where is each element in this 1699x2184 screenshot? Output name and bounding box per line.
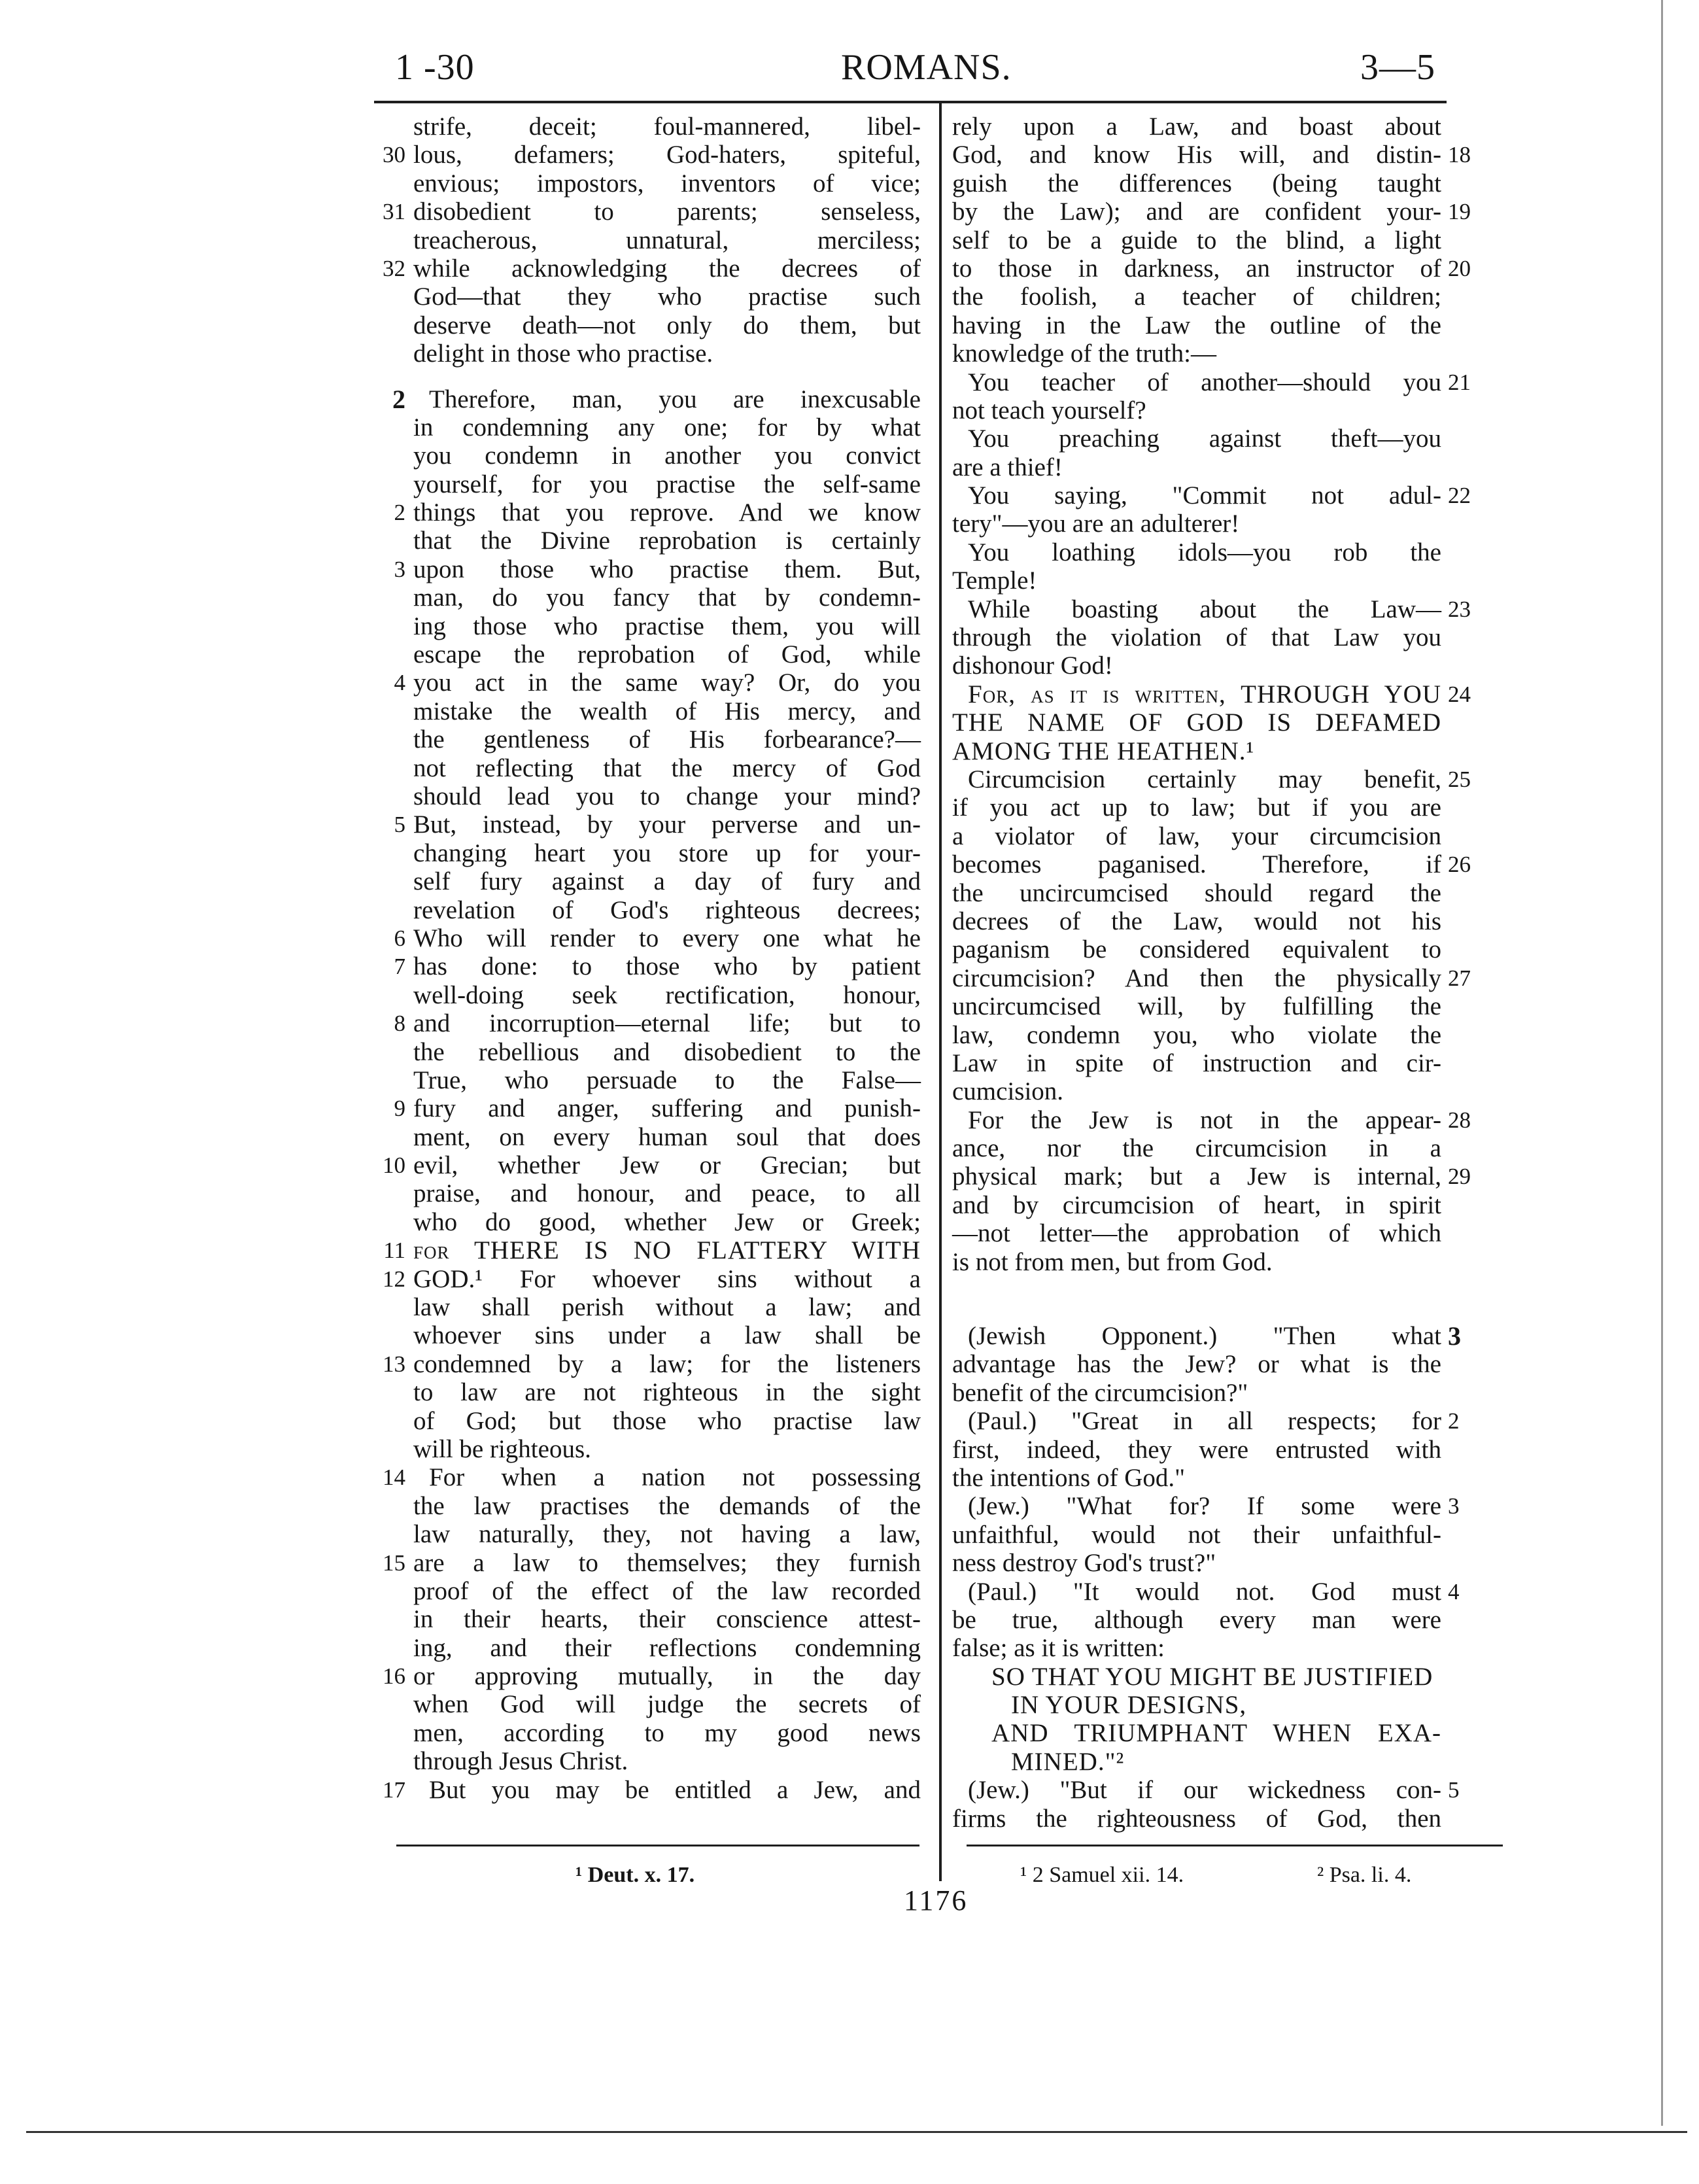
- right-column-line: [944, 1436, 1507, 1464]
- verse-text: ance, nor the circumcision in a: [952, 1134, 1441, 1163]
- left-column-line: [366, 141, 922, 169]
- verse-text: THE NAME OF GOD IS DEFAMED: [952, 708, 1441, 737]
- right-column-line: [944, 1077, 1507, 1105]
- right-column-line: [944, 566, 1507, 595]
- verse-text: —not letter—the approbation of which: [952, 1219, 1441, 1248]
- footnote-left: ¹ Deut. x. 17.: [575, 1863, 695, 1887]
- verse-text: is not from men, but from God.: [952, 1247, 1273, 1276]
- verse-text: escape the reprobation of God, while: [413, 640, 921, 669]
- verse-text: when God will judge the secrets of: [413, 1690, 921, 1719]
- left-column-line: [366, 1265, 922, 1293]
- right-column-line: [944, 1407, 1507, 1435]
- verse-text: (Jew.) "What for? If some were: [968, 1492, 1441, 1521]
- verse-text: unfaithful, would not their unfaithful-: [952, 1520, 1441, 1549]
- left-column-line: [366, 1094, 922, 1122]
- verse-text: God, and know His will, and distin-: [952, 141, 1441, 169]
- right-column-line: [944, 254, 1507, 283]
- verse-number: 15: [383, 1550, 405, 1576]
- verse-text: physical mark; but a Jew is internal,: [952, 1162, 1441, 1191]
- left-column-line: [366, 1634, 922, 1662]
- right-column-line: [944, 198, 1507, 226]
- right-column-line: [944, 1805, 1507, 1833]
- verse-text: GOD.¹ For whoever sins without a: [413, 1264, 921, 1293]
- verse-text: decrees of the Law, would not his: [952, 907, 1441, 935]
- verse-text: ness destroy God's trust?": [952, 1549, 1216, 1578]
- left-column-line: [366, 527, 922, 555]
- right-column-line: [944, 169, 1507, 198]
- left-column-line: [366, 413, 922, 442]
- left-column-line: [366, 311, 922, 339]
- column-divider: [939, 103, 942, 1881]
- right-column-line: [944, 1748, 1507, 1776]
- left-column-line: [366, 1690, 922, 1718]
- right-column-line: [944, 1691, 1507, 1719]
- verse-number: 19: [1448, 199, 1471, 225]
- left-column-line: [366, 254, 922, 283]
- verse-text: For the Jew is not in the appear-: [968, 1105, 1441, 1134]
- left-column-line: [366, 1179, 922, 1207]
- verse-text: MINED."²: [1011, 1747, 1125, 1776]
- verse-text: guish the differences (being taught: [952, 169, 1441, 198]
- verse-text: first, indeed, they were entrusted with: [952, 1435, 1441, 1464]
- right-column-line: [944, 850, 1507, 878]
- verse-text: self to be a guide to the blind, a light: [952, 226, 1441, 254]
- verse-number: 7: [394, 954, 405, 980]
- left-column-line: [366, 1123, 922, 1151]
- verse-number: 4: [1448, 1578, 1460, 1604]
- left-column-line: [366, 385, 922, 413]
- verse-text: man, do you fancy that by condemn-: [413, 583, 921, 612]
- right-column-line: [944, 453, 1507, 481]
- verse-text: True, who persuade to the False—: [413, 1066, 921, 1094]
- left-column-line: [366, 1378, 922, 1406]
- left-column-line: [366, 198, 922, 226]
- verse-text: (Paul.) "It would not. God must: [968, 1577, 1441, 1606]
- verse-text: that the Divine reprobation is certainly: [413, 527, 921, 555]
- verse-text: God—that they who practise such: [413, 283, 921, 311]
- left-column-line: [366, 754, 922, 782]
- verse-text: circumcision? And then the physically: [952, 963, 1441, 992]
- verse-text: disobedient to parents; senseless,: [413, 198, 921, 226]
- left-column-line: [366, 1038, 922, 1066]
- verse-text: condemned by a law; for the listeners: [413, 1349, 921, 1378]
- left-column-line: [366, 339, 922, 368]
- verse-text: evil, whether Jew or Grecian; but: [413, 1151, 921, 1180]
- left-column-line: [366, 839, 922, 867]
- verse-text: delight in those who practise.: [413, 339, 713, 368]
- verse-text: ing, and their reflections condemning: [413, 1633, 921, 1662]
- verse-text: not reflecting that the mercy of God: [413, 754, 921, 782]
- verse-text: But you may be entitled a Jew, and: [429, 1775, 921, 1804]
- header-book-title: ROMANS.: [841, 47, 1012, 88]
- footnote-right-1: ¹ 2 Samuel xii. 14.: [1020, 1863, 1184, 1887]
- verse-text: AND TRIUMPHANT WHEN EXA-: [991, 1719, 1441, 1748]
- verse-number: 12: [383, 1266, 405, 1292]
- right-column-line: [944, 1379, 1507, 1407]
- right-column-line: [944, 339, 1507, 368]
- verse-number: 4: [394, 670, 405, 696]
- verse-number: 3: [394, 556, 405, 582]
- left-column-line: [366, 1662, 922, 1690]
- verse-text: has done: to those who by patient: [413, 952, 921, 981]
- right-column-line: [944, 481, 1507, 510]
- verse-text: self fury against a day of fury and: [413, 867, 921, 896]
- verse-text: ing those who practise them, you will: [413, 612, 921, 640]
- verse-text: law shall perish without a law; and: [413, 1293, 921, 1322]
- left-column-line: [366, 867, 922, 895]
- verse-text: knowledge of the truth:—: [952, 339, 1216, 368]
- verse-text: are a thief!: [952, 453, 1063, 481]
- right-column: [944, 113, 1507, 1833]
- verse-text: not teach yourself?: [952, 396, 1146, 425]
- verse-text: AMONG THE HEATHEN.¹: [952, 737, 1255, 765]
- left-column-line: [366, 555, 922, 583]
- header-right-reference: 3—5: [1360, 47, 1435, 88]
- left-column-line: [366, 442, 922, 470]
- verse-text: Circumcision certainly may benefit,: [968, 765, 1441, 793]
- verse-text: a violator of law, your circumcision: [952, 822, 1441, 850]
- left-column-line: [366, 1549, 922, 1577]
- left-column-line: [366, 1009, 922, 1037]
- right-column-line: [944, 1606, 1507, 1634]
- verse-text: For when a nation not possessing: [429, 1463, 921, 1492]
- footnote-rule-right: [967, 1845, 1503, 1846]
- right-column-line: [944, 822, 1507, 850]
- verse-number: 13: [383, 1351, 405, 1377]
- right-column-line: [944, 680, 1507, 708]
- verse-text: SO THAT YOU MIGHT BE JUSTIFIED: [991, 1662, 1433, 1691]
- verse-text: false; as it is written:: [952, 1634, 1165, 1663]
- verse-text: in their hearts, their conscience attest-: [413, 1605, 921, 1634]
- right-column-line: [944, 1248, 1507, 1276]
- left-column-line: [366, 113, 922, 141]
- verse-number: 3: [1448, 1493, 1460, 1519]
- right-column-line: [944, 1106, 1507, 1134]
- verse-number: 5: [1448, 1777, 1460, 1803]
- chapter-number: 2: [392, 384, 405, 414]
- scan-bottom-edge: [26, 2131, 1687, 2133]
- left-column-line: [366, 1236, 922, 1264]
- left-column-line: [366, 1776, 922, 1804]
- verse-text: while acknowledging the decrees of: [413, 254, 921, 283]
- verse-text: (Jewish Opponent.) "Then what: [968, 1322, 1441, 1351]
- left-column-line: [366, 725, 922, 754]
- right-column-line: [944, 793, 1507, 822]
- right-column-line: [944, 425, 1507, 453]
- verse-text: envious; impostors, inventors of vice;: [413, 169, 921, 198]
- verse-number: 16: [383, 1663, 405, 1690]
- left-column-line: [366, 1520, 922, 1548]
- verse-text: and incorruption—eternal life; but to: [413, 1009, 921, 1038]
- right-column-line: [944, 1021, 1507, 1049]
- right-column-line: [944, 1322, 1507, 1350]
- verse-text: will be righteous.: [413, 1434, 591, 1463]
- verse-number: 21: [1448, 369, 1471, 395]
- left-column-line: [366, 1350, 922, 1378]
- left-column-line: [366, 668, 922, 697]
- verse-number: 6: [394, 925, 405, 951]
- verse-text: While boasting about the Law—: [968, 595, 1441, 623]
- right-column-line: [944, 1049, 1507, 1077]
- verse-text: IN YOUR DESIGNS,: [1011, 1691, 1247, 1720]
- left-column-line: [366, 981, 922, 1009]
- verse-text: having in the Law the outline of the: [952, 311, 1441, 339]
- verse-text: tery"—you are an adulterer!: [952, 510, 1240, 538]
- verse-number: 14: [383, 1465, 405, 1491]
- right-column-line: [944, 879, 1507, 907]
- verse-number: 17: [383, 1777, 405, 1803]
- verse-text: the intentions of God.": [952, 1463, 1186, 1492]
- verse-text: be true, although every man were: [952, 1605, 1441, 1634]
- verse-number: 30: [383, 142, 405, 168]
- verse-text: the gentleness of His forbearance?—: [413, 725, 921, 754]
- left-column-line: [366, 1208, 922, 1236]
- verse-text: (Paul.) "Great in all respects; for: [968, 1407, 1441, 1436]
- verse-text: But, instead, by your perverse and un-: [413, 810, 921, 839]
- verse-text: You saying, "Commit not adul-: [968, 481, 1441, 510]
- verse-number: 29: [1448, 1164, 1471, 1190]
- right-column-line: [944, 964, 1507, 992]
- verse-text: of God; but those who practise law: [413, 1406, 921, 1435]
- right-column-line: [944, 396, 1507, 425]
- left-column-line: [366, 924, 922, 952]
- left-column-line: [366, 697, 922, 725]
- verse-text: the rebellious and disobedient to the: [413, 1037, 921, 1066]
- verse-text: and by circumcision of heart, in spirit: [952, 1190, 1441, 1219]
- verse-number: 9: [394, 1096, 405, 1122]
- footnote-right-2: ² Psa. li. 4.: [1317, 1863, 1412, 1887]
- verse-text: are a law to themselves; they furnish: [413, 1548, 921, 1577]
- verse-text: the uncircumcised should regard the: [952, 878, 1441, 907]
- left-column-line: [366, 1407, 922, 1435]
- verse-text: deserve death—not only do them, but: [413, 311, 921, 339]
- right-column-line: [944, 141, 1507, 169]
- right-column-line: [944, 311, 1507, 339]
- verse-text: fury and anger, suffering and punish-: [413, 1094, 921, 1123]
- right-column-line: [944, 737, 1507, 765]
- left-column-line: [366, 283, 922, 311]
- verse-text: strife, deceit; foul-mannered, libel-: [413, 113, 921, 141]
- left-column-line: [366, 1577, 922, 1605]
- right-column-line: [944, 708, 1507, 737]
- verse-number: 8: [394, 1011, 405, 1037]
- left-column-line: [366, 583, 922, 612]
- left-column-line: [366, 1293, 922, 1321]
- verse-number: 23: [1448, 596, 1471, 622]
- verse-number: 2: [394, 500, 405, 526]
- left-column-line: [366, 640, 922, 668]
- verse-text: revelation of God's righteous decrees;: [413, 895, 921, 924]
- right-column-line: [944, 1549, 1507, 1577]
- verse-text: to law are not righteous in the sight: [413, 1378, 921, 1407]
- right-column-line: [944, 113, 1507, 141]
- right-column-line: [944, 1578, 1507, 1606]
- verse-text: rely upon a Law, and boast about: [952, 113, 1441, 141]
- verse-text: You teacher of another—should you: [968, 368, 1441, 396]
- verse-text: law, condemn you, who violate the: [952, 1020, 1441, 1049]
- verse-number: 27: [1448, 965, 1471, 991]
- verse-text: Law in spite of instruction and cir-: [952, 1049, 1441, 1077]
- verse-number: 24: [1448, 681, 1471, 707]
- left-column-line: [366, 1747, 922, 1775]
- right-column-line: [944, 1776, 1507, 1804]
- chapter-number: 3: [1448, 1321, 1461, 1351]
- right-column-line: [944, 907, 1507, 935]
- header-rule: [374, 101, 1447, 103]
- verse-text: paganism be considered equivalent to: [952, 935, 1441, 964]
- left-column-line: [366, 1151, 922, 1179]
- verse-number: 32: [383, 255, 405, 281]
- right-column-line: [944, 1464, 1507, 1492]
- left-column-line: [366, 1605, 922, 1633]
- right-column-line: [944, 595, 1507, 623]
- verse-text: Temple!: [952, 566, 1037, 595]
- right-column-line: [944, 1191, 1507, 1219]
- left-column-line: [366, 1435, 922, 1463]
- left-column-line: [366, 226, 922, 254]
- verse-text: uncircumcised will, by fulfilling the: [952, 992, 1441, 1021]
- verse-number: 11: [383, 1238, 405, 1264]
- verse-text: You loathing idols—you rob the: [968, 538, 1441, 566]
- left-column-line: [366, 1463, 922, 1491]
- verse-text: the law practises the demands of the: [413, 1491, 921, 1520]
- verse-text: or approving mutually, in the day: [413, 1662, 921, 1691]
- verse-text: men, according to my good news: [413, 1718, 921, 1747]
- verse-text: yourself, for you practise the self-same: [413, 470, 921, 498]
- verse-text: through the violation of that Law you: [952, 623, 1441, 652]
- verse-text: upon those who practise them. But,: [413, 555, 921, 583]
- verse-number: 22: [1448, 483, 1471, 509]
- verse-text: for THERE IS NO FLATTERY WITH: [413, 1236, 921, 1265]
- verse-text: advantage has the Jew? or what is the: [952, 1350, 1441, 1379]
- verse-text: in condemning any one; for by what: [413, 413, 921, 442]
- right-column-line: [944, 1521, 1507, 1549]
- verse-text: well-doing seek rectification, honour,: [413, 980, 921, 1009]
- verse-text: Who will render to every one what he: [413, 924, 921, 952]
- left-column: [366, 113, 922, 1804]
- left-column-line: [366, 1492, 922, 1520]
- verse-number: 18: [1448, 142, 1471, 168]
- verse-number: 2: [1448, 1408, 1460, 1434]
- right-column-line: [944, 623, 1507, 651]
- verse-text: by the Law); and are confident your-: [952, 198, 1441, 226]
- verse-number: 5: [394, 812, 405, 838]
- right-column-line: [944, 1719, 1507, 1747]
- verse-text: through Jesus Christ.: [413, 1747, 628, 1776]
- verse-text: (Jew.) "But if our wickedness con-: [968, 1776, 1441, 1805]
- scan-right-edge: [1661, 0, 1663, 2126]
- verse-text: ment, on every human soul that does: [413, 1122, 921, 1151]
- verse-text: For, as it is written, THROUGH YOU: [968, 680, 1441, 708]
- right-column-line: [944, 651, 1507, 680]
- verse-text: you condemn in another you convict: [413, 442, 921, 470]
- verse-text: Therefore, man, you are inexcusable: [429, 385, 921, 413]
- right-column-line: [944, 368, 1507, 396]
- verse-text: you act in the same way? Or, do you: [413, 668, 921, 697]
- left-column-line: [366, 1321, 922, 1349]
- verse-text: firms the righteousness of God, then: [952, 1804, 1441, 1833]
- right-column-line: [944, 510, 1507, 538]
- verse-number: 25: [1448, 766, 1471, 792]
- page-number: 1176: [904, 1884, 969, 1916]
- verse-text: whoever sins under a law shall be: [413, 1321, 921, 1350]
- verse-text: benefit of the circumcision?": [952, 1378, 1248, 1407]
- verse-text: who do good, whether Jew or Greek;: [413, 1207, 921, 1236]
- verse-text: should lead you to change your mind?: [413, 782, 921, 810]
- verse-number: 31: [383, 199, 405, 225]
- verse-text: law naturally, they, not having a law,: [413, 1520, 921, 1549]
- paragraph-gap: [366, 368, 922, 385]
- right-column-line: [944, 226, 1507, 254]
- verse-text: treacherous, unnatural, merciless;: [413, 226, 921, 254]
- right-column-line: [944, 1492, 1507, 1520]
- left-column-line: [366, 498, 922, 527]
- left-column-line: [366, 896, 922, 924]
- left-column-line: [366, 169, 922, 198]
- paragraph-gap: [944, 1276, 1507, 1322]
- left-column-line: [366, 1066, 922, 1094]
- right-column-line: [944, 935, 1507, 963]
- right-column-line: [944, 1162, 1507, 1190]
- right-column-line: [944, 1663, 1507, 1691]
- verse-number: 20: [1448, 255, 1471, 281]
- right-column-line: [944, 283, 1507, 311]
- left-column-line: [366, 810, 922, 839]
- right-column-line: [944, 538, 1507, 566]
- verse-text: dishonour God!: [952, 651, 1113, 680]
- right-column-line: [944, 992, 1507, 1020]
- verse-number: 26: [1448, 852, 1471, 878]
- verse-number: 10: [383, 1153, 405, 1179]
- header-left-reference: 1 -30: [395, 47, 475, 88]
- verse-text: to those in darkness, an instructor of: [952, 254, 1441, 283]
- verse-text: things that you reprove. And we know: [413, 498, 921, 527]
- verse-text: becomes paganised. Therefore, if: [952, 850, 1441, 879]
- verse-text: cumcision.: [952, 1077, 1064, 1106]
- verse-text: praise, and honour, and peace, to all: [413, 1179, 921, 1208]
- verse-text: lous, defamers; God-haters, spiteful,: [413, 141, 921, 169]
- left-column-line: [366, 1719, 922, 1747]
- verse-text: if you act up to law; but if you are: [952, 793, 1441, 822]
- left-column-line: [366, 612, 922, 640]
- right-column-line: [944, 1634, 1507, 1662]
- left-column-line: [366, 952, 922, 980]
- right-column-line: [944, 765, 1507, 793]
- verse-text: proof of the effect of the law recorded: [413, 1576, 921, 1605]
- verse-text: changing heart you store up for your-: [413, 839, 921, 867]
- verse-text: You preaching against theft—you: [968, 425, 1441, 453]
- left-column-line: [366, 782, 922, 810]
- footnote-rule-left: [396, 1845, 919, 1846]
- verse-number: 28: [1448, 1107, 1471, 1133]
- right-column-line: [944, 1219, 1507, 1247]
- verse-text: mistake the wealth of His mercy, and: [413, 697, 921, 725]
- right-column-line: [944, 1134, 1507, 1162]
- right-column-line: [944, 1350, 1507, 1378]
- verse-text: the foolish, a teacher of children;: [952, 283, 1441, 311]
- left-column-line: [366, 470, 922, 498]
